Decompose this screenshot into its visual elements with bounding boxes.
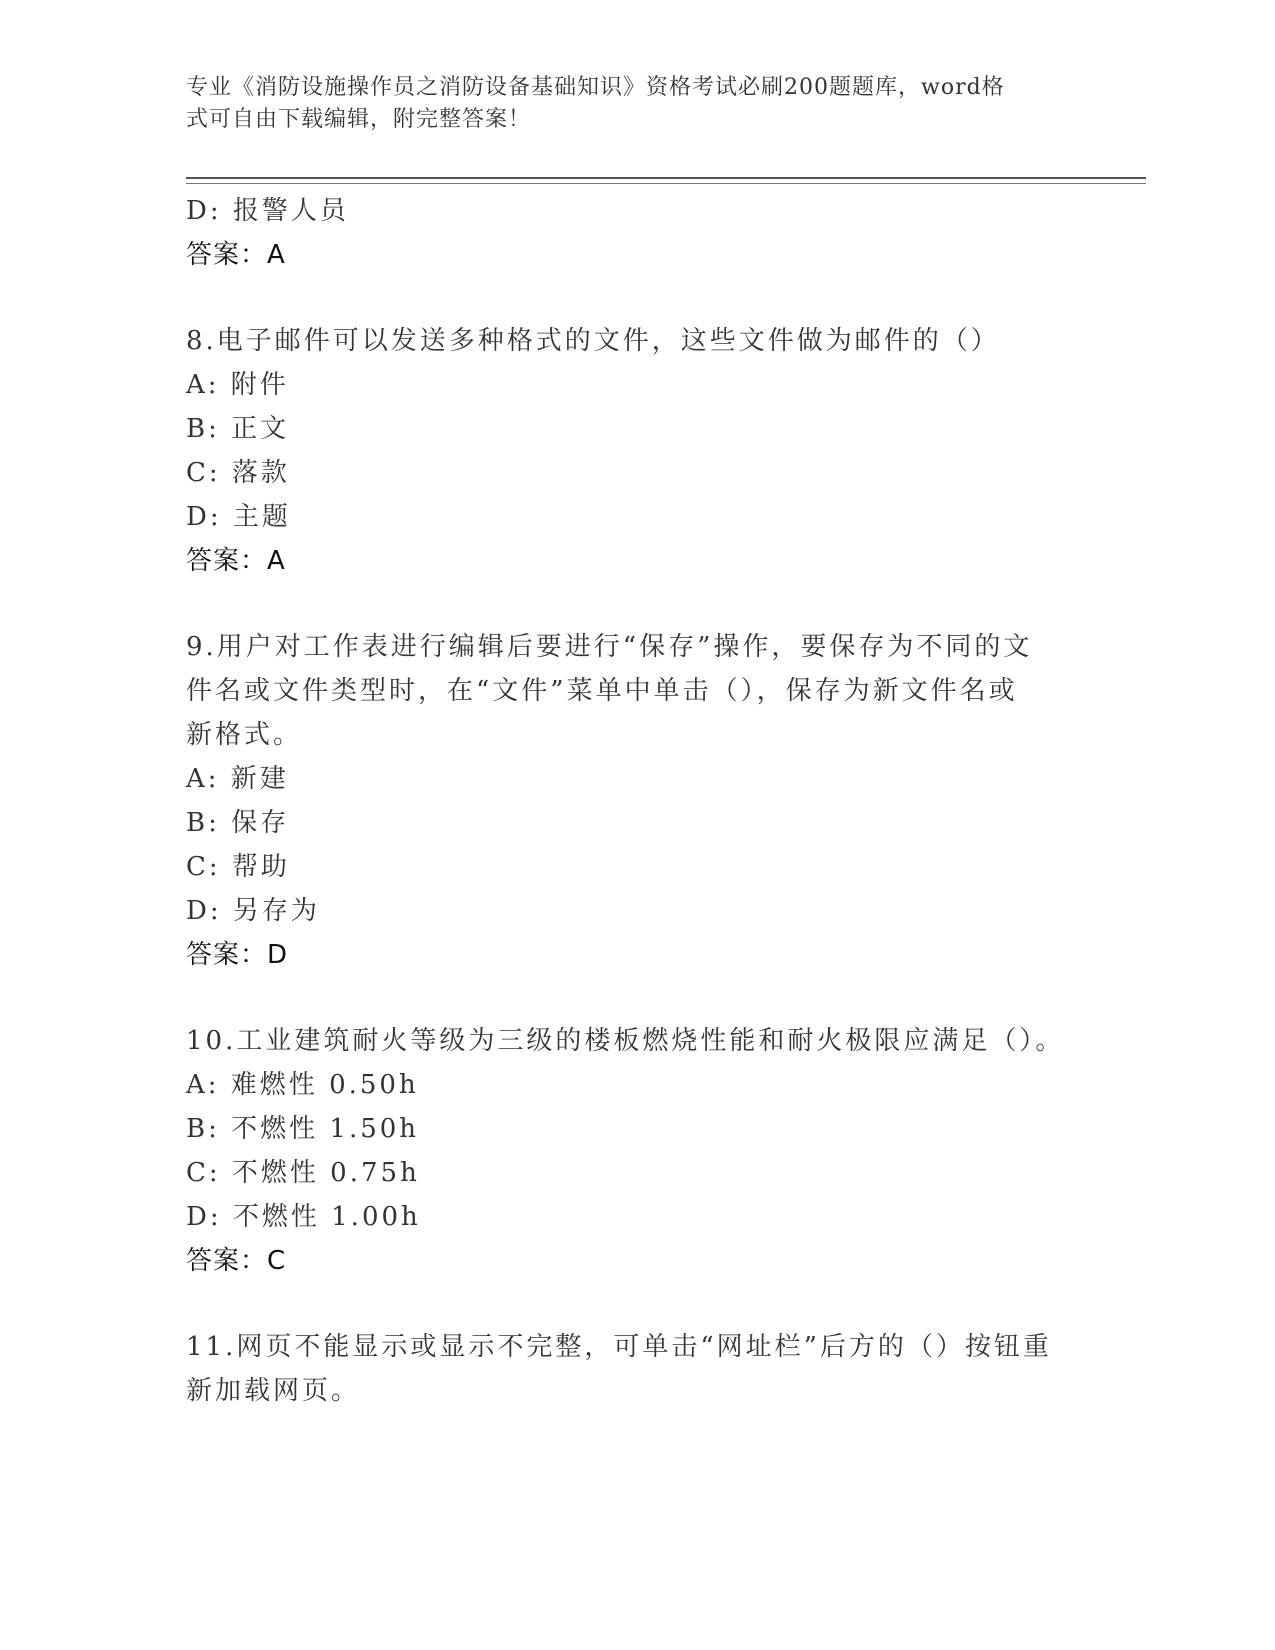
header-divider-thick [186,177,1146,179]
q8-option-d: D: 主题 [186,502,291,532]
q10-option-b: B: 不燃性 1.50h [186,1114,420,1144]
q10-option-c: C: 不燃性 0.75h [186,1158,420,1188]
header-divider-thin [186,183,1146,184]
q11-question-line-2: 新加载网页。 [186,1376,361,1406]
q9-question-line-2: 件名或文件类型时，在“文件”菜单中单击（），保存为新文件名或 [186,676,1018,706]
q7-answer: 答案：A [186,240,286,270]
header-line-2: 式可自由下载编辑，附完整答案！ [186,107,532,132]
q9-option-d: D: 另存为 [186,896,320,926]
q9-option-b: B: 保存 [186,808,290,838]
q9-answer: 答案：D [186,940,289,970]
q9-question-line-1: 9.用户对工作表进行编辑后要进行“保存”操作，要保存为不同的文 [186,632,1033,662]
q9-question-line-3: 新格式。 [186,720,303,750]
q8-option-a: A: 附件 [186,370,289,400]
header-line-1: 专业《消防设施操作员之消防设备基础知识》资格考试必刷200题题库，word格 [186,75,1005,100]
document-header [186,72,1066,136]
q8-option-c: C: 落款 [186,458,290,488]
q9-option-a: A: 新建 [186,764,289,794]
q9-option-c: C: 帮助 [186,852,290,882]
q10-option-d: D: 不燃性 1.00h [186,1202,421,1232]
q10-question: 10.工业建筑耐火等级为三级的楼板燃烧性能和耐火极限应满足（）。 [186,1026,1065,1056]
q8-question: 8.电子邮件可以发送多种格式的文件，这些文件做为邮件的（） [186,326,1000,356]
q8-option-b: B: 正文 [186,414,290,444]
q11-question-line-1: 11.网页不能显示或显示不完整，可单击“网址栏”后方的（）按钮重 [186,1332,1052,1362]
q10-answer: 答案：C [186,1246,287,1276]
q8-answer: 答案：A [186,546,286,576]
q10-option-a: A: 难燃性 0.50h [186,1070,419,1100]
q7-option-d: D: 报警人员 [186,196,349,226]
